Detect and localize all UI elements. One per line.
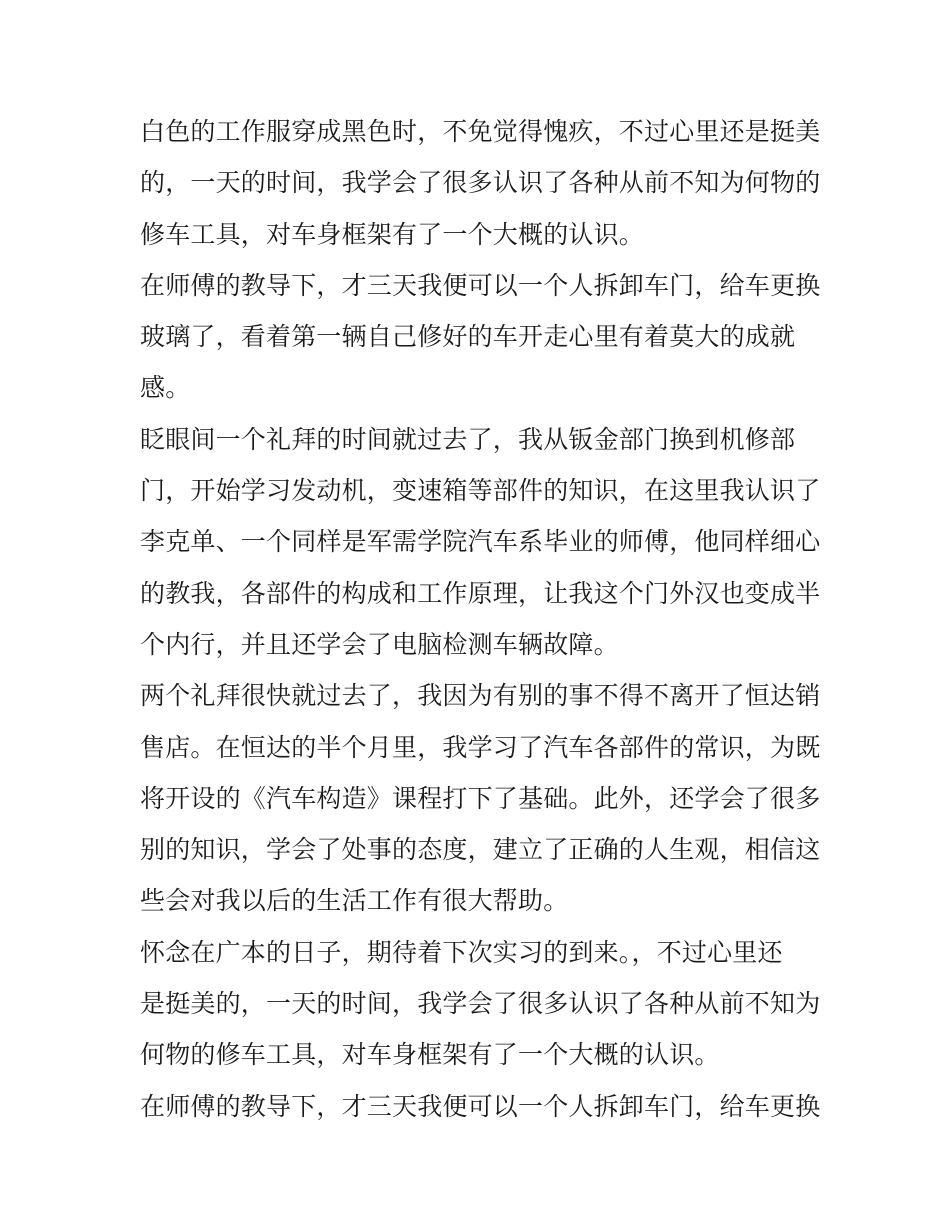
text-line: 感。	[140, 373, 191, 403]
text-line: 的教我，各部件的构成和工作原理，让我这个门外汉也变成半	[140, 578, 821, 608]
text-line: 些会对我以后的生活工作有很大帮助。	[140, 886, 569, 916]
text-line: 售店。在恒达的半个月里，我学习了汽车各部件的常识，为既	[140, 732, 821, 762]
text-line: 在师傅的教导下，才三天我便可以一个人拆卸车门，给车更换	[140, 1091, 821, 1121]
body-text	[140, 106, 820, 1132]
text-line: 白色的工作服穿成黑色时，不免觉得愧疚，不过心里还是挺美	[140, 117, 821, 146]
text-line: 两个礼拜很快就过去了，我因为有别的事不得不离开了恒达销	[140, 681, 821, 711]
text-line: 修车工具，对车身框架有了一个大概的认识。	[140, 219, 645, 249]
text-line: 怀念在广本的日子，期待着下次实习的到来。，不过心里还	[140, 937, 783, 967]
text-line: 个内行，并且还学会了电脑检测车辆故障。	[140, 629, 619, 659]
text-line: 将开设的《汽车构造》课程打下了基础。此外，还学会了很多	[140, 783, 821, 813]
text-line: 在师傅的教导下，才三天我便可以一个人拆卸车门，给车更换	[140, 270, 821, 300]
text-line: 是挺美的，一天的时间，我学会了很多认识了各种从前不知为	[140, 989, 821, 1019]
text-line: 别的知识，学会了处事的态度，建立了正确的人生观，相信这	[140, 835, 821, 865]
text-line: 何物的修车工具，对车身框架有了一个大概的认识。	[140, 1040, 720, 1070]
text-line: 的，一天的时间，我学会了很多认识了各种从前不知为何物的	[140, 168, 821, 198]
text-line: 玻璃了，看着第一辆自己修好的车开走心里有着莫大的成就	[140, 322, 796, 352]
text-line: 门，开始学习发动机，变速箱等部件的知识，在这里我认识了	[140, 476, 821, 506]
text-line: 眨眼间一个礼拜的时间就过去了，我从钣金部门换到机修部	[140, 424, 796, 454]
text-line: 李克单、一个同样是军需学院汽车系毕业的师傅，他同样细心	[140, 527, 821, 557]
